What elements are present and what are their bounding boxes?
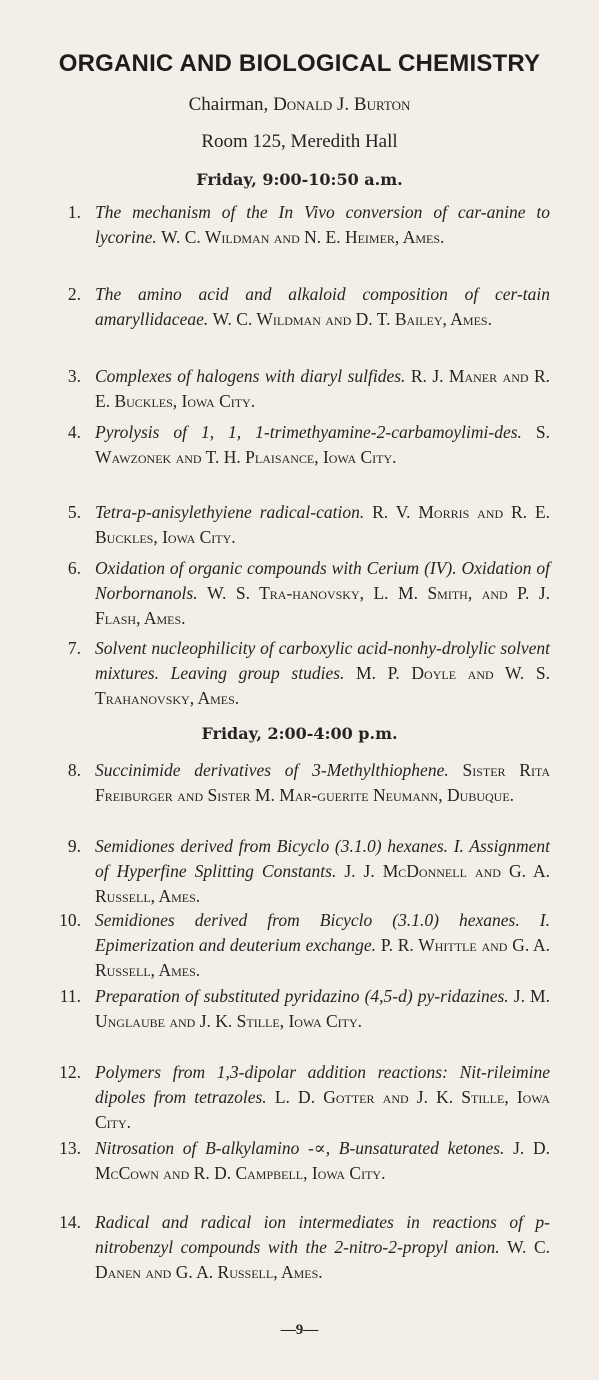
paper-authors: L. D. Gotter and J. K. Stille, Iowa City. (95, 1087, 551, 1132)
paper-number: 12. (59, 1062, 81, 1082)
paper-number: 5. (67, 502, 81, 522)
paper-authors: J. D. McCown and R. D. Campbell, Iowa City. (95, 1138, 550, 1183)
paper-authors: W. C. Wildman and D. T. Bailey, Ames. (212, 309, 492, 329)
paper-title: Preparation of substituted pyridazino (4,5-d) py-ridazines. (95, 986, 509, 1006)
paper-title: Semidiones derived from Bicyclo (3.1.0) hexanes. I. Assignment of Hyperfine Splitting Constants. (95, 836, 550, 881)
paper-item-10 (45, 908, 550, 983)
paper-title: The amino acid and alkaloid composition of cer-tain amaryllidaceae. (95, 284, 550, 329)
paper-number: 1. (67, 202, 81, 222)
paper-item-2 (45, 282, 550, 332)
paper-authors: M. P. Doyle and W. S. Trahanovsky, Ames. (95, 663, 550, 708)
paper-number: 3. (67, 366, 81, 386)
paper-number: 6. (67, 558, 81, 578)
paper-item-14 (45, 1210, 550, 1285)
paper-item-7 (45, 636, 550, 711)
paper-title: Tetra-p-anisylethyiene radical-cation. (95, 502, 365, 522)
paper-title: Complexes of halogens with diaryl sulfides. (95, 366, 406, 386)
paper-authors: W. C. Danen and G. A. Russell, Ames. (95, 1237, 550, 1282)
paper-authors: P. R. Whittle and G. A. Russell, Ames. (95, 935, 550, 980)
session-heading-afternoon: Friday, 2:00-4:00 p.m. (201, 724, 398, 743)
paper-item-3 (45, 364, 550, 414)
chairman-line (0, 94, 599, 116)
paper-item-12 (45, 1060, 550, 1135)
paper-item-8 (45, 758, 550, 808)
paper-number: 13. (59, 1138, 81, 1158)
chairman-name: Donald J. Burton (273, 94, 411, 115)
paper-number: 14. (59, 1212, 81, 1232)
paper-item-9 (45, 834, 550, 909)
paper-number: 11. (59, 986, 81, 1006)
paper-authors: R. V. Morris and R. E. Buckles, Iowa City. (95, 502, 551, 547)
paper-number: 7. (67, 638, 81, 658)
paper-item-13 (45, 1136, 550, 1186)
paper-title: Succinimide derivatives of 3-Methylthiophene. (95, 760, 449, 780)
paper-item-4 (45, 420, 550, 470)
paper-number: 2. (67, 284, 81, 304)
paper-number: 8. (67, 760, 81, 780)
paper-title: Radical and radical ion intermediates in reactions of p-nitrobenzyl compounds with the 2-nitro-2-propyl anion. (95, 1212, 550, 1257)
paper-authors: S. Wawzonek and T. H. Plaisance, Iowa City. (95, 422, 550, 467)
paper-title: Semidiones derived from Bicyclo (3.1.0) hexanes. I. Epimerization and deuterium exchange. (95, 910, 550, 955)
room-line: Room 125, Meredith Hall (201, 131, 398, 152)
paper-title: Nitrosation of B-alkylamino -∝, B-unsaturated ketones. (95, 1138, 505, 1158)
paper-title: The mechanism of the In Vivo conversion of car-anine to lycorine. (95, 202, 550, 247)
paper-authors: R. J. Maner and R. E. Buckles, Iowa City. (95, 366, 551, 411)
chairman-prefix: Chairman, (188, 94, 274, 115)
paper-authors: W. S. Tra-hanovsky, L. M. Smith, and P. J. Flash, Ames. (95, 583, 550, 628)
paper-authors: J. J. McDonnell and G. A. Russell, Ames. (95, 861, 551, 906)
paper-item-6 (45, 556, 550, 631)
paper-number: 9. (67, 836, 81, 856)
page-number: —9— (280, 1322, 319, 1338)
paper-title: Solvent nucleophilicity of carboxylic acid-nonhy-drolylic solvent mixtures. Leaving group studies. (95, 638, 550, 683)
paper-item-5 (45, 500, 550, 550)
paper-number: 10. (59, 910, 81, 930)
section-title: ORGANIC AND BIOLOGICAL CHEMISTRY (58, 50, 541, 77)
paper-title: Pyrolysis of 1, 1, 1-trimethyamine-2-carbamoylimi-des. (95, 422, 522, 442)
paper-title: Oxidation of organic compounds with Cerium (IV). Oxidation of Norbornanols. (95, 558, 550, 603)
paper-authors: W. C. Wildman and N. E. Heimer, Ames. (161, 227, 445, 247)
paper-number: 4. (67, 422, 81, 442)
paper-item-1 (45, 200, 550, 250)
paper-authors: Sister Rita Freiburger and Sister M. Mar-guerite Neumann, Dubuque. (95, 760, 550, 805)
paper-item-11 (45, 984, 550, 1034)
session-heading-morning: Friday, 9:00-10:50 a.m. (196, 170, 403, 189)
paper-authors: J. M. Unglaube and J. K. Stille, Iowa City. (95, 986, 550, 1031)
paper-title: Polymers from 1,3-dipolar addition reactions: Nit-rileimine dipoles from tetrazoles. (95, 1062, 550, 1107)
